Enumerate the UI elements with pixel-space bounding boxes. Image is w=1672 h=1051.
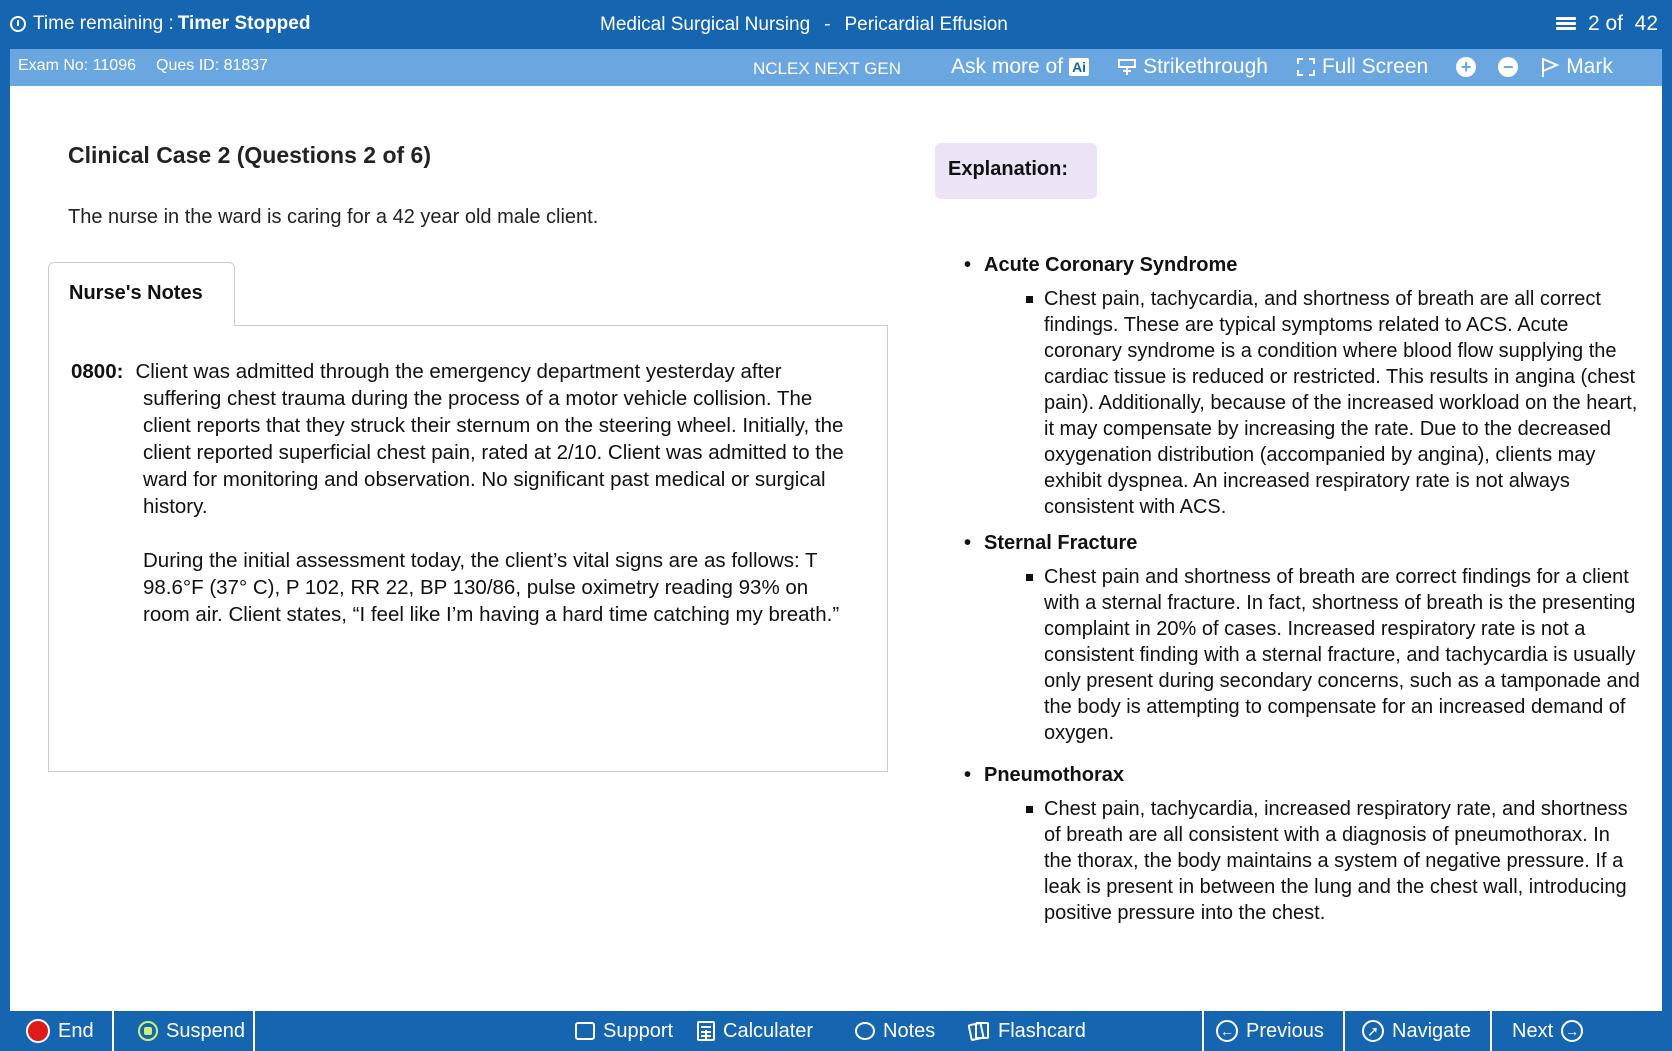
ask-more-label: Ask more of [951,55,1064,78]
question-id: Ques ID: 81837 [156,57,269,74]
previous-label: Previous [1246,1019,1324,1042]
explanation-badge [935,143,1097,199]
strikethrough-icon [1117,57,1137,77]
divider [1490,1011,1492,1051]
flashcard-icon [968,1021,990,1041]
explanation-text: Chest pain and shortness of breath are correct findings for a client with a sternal fracture. In fact, shortness of breath is the presenting complaint in 20% of cases. Increased respiratory rate is not a consistent finding with a sternal fracture, and tachycardia is usually only present during secondary concerns, such as a tamponade and the body is attempting to compensate for an increased demand of oxygen. [960,564,1640,746]
zoom-out-icon[interactable]: − [1498,57,1518,77]
explanation-heading: • Acute Coronary Syndrome [960,252,1640,278]
notes-button[interactable] [855,1011,935,1051]
explanation-list [960,252,1640,926]
nurses-notes-panel [48,325,888,772]
suspend-label: Suspend [166,1019,245,1042]
clock-icon [10,16,26,32]
explanation-text: Chest pain, tachycardia, increased respiratory rate, and shortness of breath are all consistent with a diagnosis of pneumothorax. In the thorax, the body maintains a system of negative pressure. If a leak is present in between the lung and the chest wall, introducing positive pressure into the chest. [960,796,1640,926]
next-button[interactable] [1512,1011,1583,1051]
ai-icon: Ai [1069,58,1089,76]
calculator-label: Calculater [723,1019,814,1042]
stop-icon [26,1019,50,1043]
exam-title [600,14,1008,36]
flashcard-button[interactable] [968,1011,1086,1051]
navigate-label: Navigate [1392,1019,1471,1042]
divider [253,1011,255,1051]
explanation-heading: • Sternal Fracture [960,530,1640,556]
tab-nurses-notes[interactable] [48,262,235,326]
arrow-right-icon: → [1561,1020,1583,1042]
timer-status: Timer Stopped [177,13,311,34]
question-counter [1556,12,1658,36]
divider [1343,1011,1345,1051]
title-separator: - [824,14,831,35]
explanation-title: Explanation: [948,158,1069,180]
counter-text: 2 of 42 [1587,12,1658,35]
suspend-icon [138,1021,158,1041]
end-label: End [58,1019,94,1042]
tab-label: Nurse's Notes [69,282,203,304]
next-label: Next [1512,1019,1554,1042]
support-label: Support [603,1019,674,1042]
content-area [10,86,1662,1011]
bottom-toolbar [0,1011,1672,1051]
compass-icon: ➚ [1362,1020,1384,1042]
sub-toolbar [10,49,1662,86]
explanation-heading: • Pneumothorax [960,762,1640,788]
note-entry [71,358,851,628]
fullscreen-icon [1296,57,1316,77]
note-text-2: During the initial assessment today, the client’s vital signs are as follows: T 98.6°F (37° C), P 102, RR 22, BP 130/86, pulse oximetry reading 93% on room air. Client states, “I feel like I’m having a hard time catching my breath.” [143,549,840,626]
zoom-in-icon[interactable]: + [1456,57,1476,77]
explanation-text: Chest pain, tachycardia, and shortness of breath are all correct findings. These are typical symptoms related to ACS. Acute coronary syndrome is a condition where blood flow supplying the cardiac tissue is reduced or restricted. This results in angina (chest pain). Additionally, because of the increased workload on the heart, it may compensate by increasing the rate. Due to the decreased oxygenation distribution (accompanied by angina), clients may exhibit dyspnea. An increased respiratory rate is not always consistent with ACS. [960,286,1640,520]
arrow-left-icon: ← [1216,1020,1238,1042]
fullscreen-label: Full Screen [1321,55,1429,78]
calculator-icon [697,1021,715,1041]
end-button[interactable] [26,1011,94,1051]
navigate-button[interactable] [1362,1011,1471,1051]
question-list-icon[interactable] [1556,17,1578,31]
nclex-label: NCLEX NEXT GEN [753,59,902,78]
explanation-item [960,252,1640,520]
support-icon [575,1022,595,1040]
strikethrough-label: Strikethrough [1143,55,1268,78]
notes-label: Notes [883,1019,936,1042]
support-button[interactable] [575,1011,673,1051]
case-intro: The nurse in the ward is caring for a 42 year old male client. [68,206,599,228]
previous-button[interactable] [1216,1011,1324,1051]
explanation-item [960,530,1640,746]
divider [1202,1011,1204,1051]
suspend-button[interactable] [138,1011,245,1051]
note-time: 0800: [71,360,124,383]
flashcard-label: Flashcard [998,1019,1086,1042]
flag-icon [1540,56,1560,78]
case-title: Clinical Case 2 (Questions 2 of 6) [68,142,431,168]
top-header [0,0,1672,49]
topic-name: Pericardial Effusion [844,14,1008,35]
timer [10,13,310,35]
explanation-item [960,762,1640,926]
note-text-1: Client was admitted through the emergency department yesterday after suffering chest trauma during the process of a motor vehicle collision. The client reports that they struck their sternum on the steering wheel. Initially, the client reported superficial chest pain, rated at 2/10. Client was admitted to the ward for monitoring and observation. No significant past medical or surgical history. [135,360,844,518]
exam-number: Exam No: 11096 [18,57,136,74]
divider [112,1011,114,1051]
strikethrough-button[interactable] [1117,55,1268,79]
fullscreen-button[interactable] [1296,55,1428,79]
mark-button[interactable] [1540,55,1613,79]
calculator-button[interactable] [697,1011,813,1051]
timer-label: Time remaining : [33,13,174,34]
course-name: Medical Surgical Nursing [600,14,811,35]
notes-icon [855,1022,875,1040]
mark-label: Mark [1566,55,1613,78]
ask-ai-button[interactable] [951,55,1089,79]
